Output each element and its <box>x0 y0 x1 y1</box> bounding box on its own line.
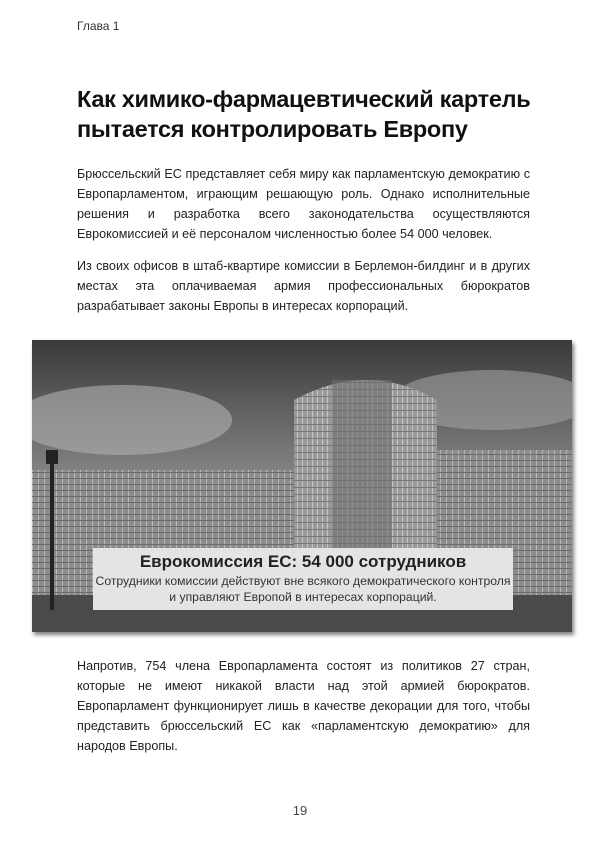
paragraph-1: Брюссельский ЕС представляет себя миру как парламентскую демократию с Европарламентом, играющим решающую роль. Однако исполнительные решения и разработка всего законодательства осуществляются Еврокомиссией и её персоналом численностью более 54 000 человек. <box>77 167 530 241</box>
paragraph-3: Напротив, 754 члена Европарламента состоят из политиков 27 стран, которые не имеют никакой власти над этой армией бюрократов. Европарламент функционирует лишь в качестве декорации для того, чтобы представить брюссельский ЕС как «парламентскую демократию» для народов Европы. <box>77 659 530 753</box>
caption-title: Еврокомиссия ЕС: 54 000 сотрудников <box>139 552 467 571</box>
caption-text: Сотрудники комиссии действуют вне всякого демократического контроля и управляют Европой в интересах корпораций. <box>95 574 511 604</box>
page-number: 19 <box>292 803 308 818</box>
paragraph-2: Из своих офисов в штаб-квартире комиссии в Берлемон-билдинг и в других местах эта оплачиваемая армия профессиональных бюрократов разрабатывает законы Европы в интересах корпораций. <box>77 259 530 313</box>
page-title: Как химико-фармацевтический картель пытается контролировать Европу <box>77 86 531 142</box>
figure-caption <box>93 548 513 610</box>
chapter-header: Глава 1 <box>77 19 120 33</box>
berlaymont-building-photo <box>32 340 572 632</box>
